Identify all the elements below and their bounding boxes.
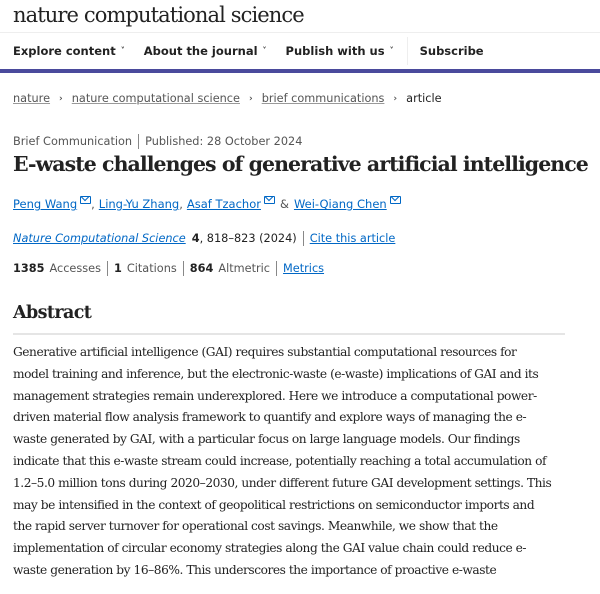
cite-this-article-link[interactable]: Cite this article	[309, 232, 396, 245]
abstract-line: indicate that this e-waste stream could increase, potentially reaching a total accumulation of	[13, 453, 547, 468]
divider	[276, 261, 277, 276]
nav-subscribe[interactable]	[420, 44, 484, 58]
article-metrics	[13, 261, 324, 276]
abstract-line: may be intensified in the context of geopolitical restrictions on semiconductor imports and	[13, 497, 535, 512]
nav-label: Publish with us	[285, 44, 385, 58]
abstract-line: management strategies remain underexplored. Here we introduce a computational power-	[13, 388, 537, 403]
chevron-down-icon: ˅	[120, 45, 125, 55]
nav-label: Subscribe	[419, 44, 484, 58]
breadcrumb-link-journal[interactable]: nature computational science	[71, 92, 240, 105]
chevron-down-icon: ˅	[262, 45, 267, 55]
email-icon[interactable]	[390, 196, 401, 204]
metrics-link[interactable]: Metrics	[283, 262, 325, 275]
citation-line	[13, 231, 395, 246]
journal-logo[interactable]: nature computational science	[13, 3, 304, 27]
separator: ,	[179, 197, 183, 211]
site-header	[0, 0, 600, 33]
author-link[interactable]: Ling-Yu Zhang	[98, 197, 180, 211]
chevron-down-icon: ˅	[389, 45, 394, 55]
abstract-line: implementation of circular economy strategies along the GAI value chain could reduce e-	[13, 541, 527, 556]
chevron-right-icon: ›	[248, 93, 253, 104]
altmetric-count: 864	[189, 262, 214, 275]
nav-label: Explore content	[13, 44, 116, 58]
article-type: Brief Communication	[13, 135, 133, 148]
breadcrumb-link-brief-communications[interactable]: brief communications	[261, 92, 385, 105]
divider	[13, 333, 565, 335]
divider	[107, 261, 108, 276]
divider	[138, 134, 139, 149]
abstract-line: Generative artificial intelligence (GAI) requires substantial computational resources for	[13, 345, 517, 359]
abstract-line: driven material flow analysis framework to quantify and explore ways of managing the e-	[13, 410, 527, 425]
chevron-right-icon: ›	[393, 93, 398, 104]
abstract-line: 1.2–5.0 million tons during 2020–2030, under different future GAI development settings. This	[13, 475, 552, 490]
author-link[interactable]: Peng Wang	[13, 197, 78, 211]
divider	[303, 231, 304, 246]
author-link[interactable]: Wei-Qiang Chen	[293, 197, 387, 211]
nav-label: About the journal	[143, 44, 258, 58]
chevron-right-icon: ›	[59, 93, 63, 104]
email-icon[interactable]	[80, 196, 91, 204]
separator: &	[279, 197, 289, 211]
abstract-line: waste generated by GAI, with a particular focus on large language models. Our findings	[13, 432, 520, 447]
main-nav	[0, 33, 600, 73]
citations-count: 1	[113, 262, 122, 275]
breadcrumb	[13, 92, 442, 105]
published-date: Published: 28 October 2024	[145, 135, 303, 148]
breadcrumb-current: article	[406, 92, 442, 105]
abstract-line: waste generation by 16–86%. This underscores the importance of proactive e-waste	[13, 562, 497, 577]
article-title: E-waste challenges of generative artificial intelligence	[13, 152, 588, 176]
separator: ,	[91, 197, 95, 211]
abstract-line: model training and inference, but the electronic-waste (e-waste) implications of GAI and its	[13, 366, 539, 381]
email-icon[interactable]	[264, 196, 275, 204]
abstract-body	[13, 342, 600, 582]
breadcrumb-link-nature[interactable]: nature	[13, 92, 51, 105]
accesses-count: 1385	[13, 262, 45, 275]
author-list	[13, 197, 401, 211]
abstract-line: the rapid server turnover for operational cost savings. Meanwhile, we show that the	[13, 519, 498, 534]
citations-label: Citations	[126, 262, 177, 275]
nav-about-the-journal[interactable]	[144, 44, 267, 58]
accesses-label: Accesses	[49, 262, 101, 275]
altmetric-label: Altmetric	[218, 262, 271, 275]
pages-year: , 818–823 (2024)	[199, 232, 297, 245]
abstract-heading: Abstract	[13, 303, 92, 323]
volume: 4	[191, 232, 200, 245]
nav-publish-with-us[interactable]	[286, 44, 394, 58]
article-meta	[13, 134, 302, 149]
journal-link[interactable]: Nature Computational Science	[13, 232, 186, 245]
author-link[interactable]: Asaf Tzachor	[186, 197, 261, 211]
nav-divider	[407, 37, 408, 65]
divider	[183, 261, 184, 276]
nav-explore-content[interactable]	[13, 44, 125, 58]
